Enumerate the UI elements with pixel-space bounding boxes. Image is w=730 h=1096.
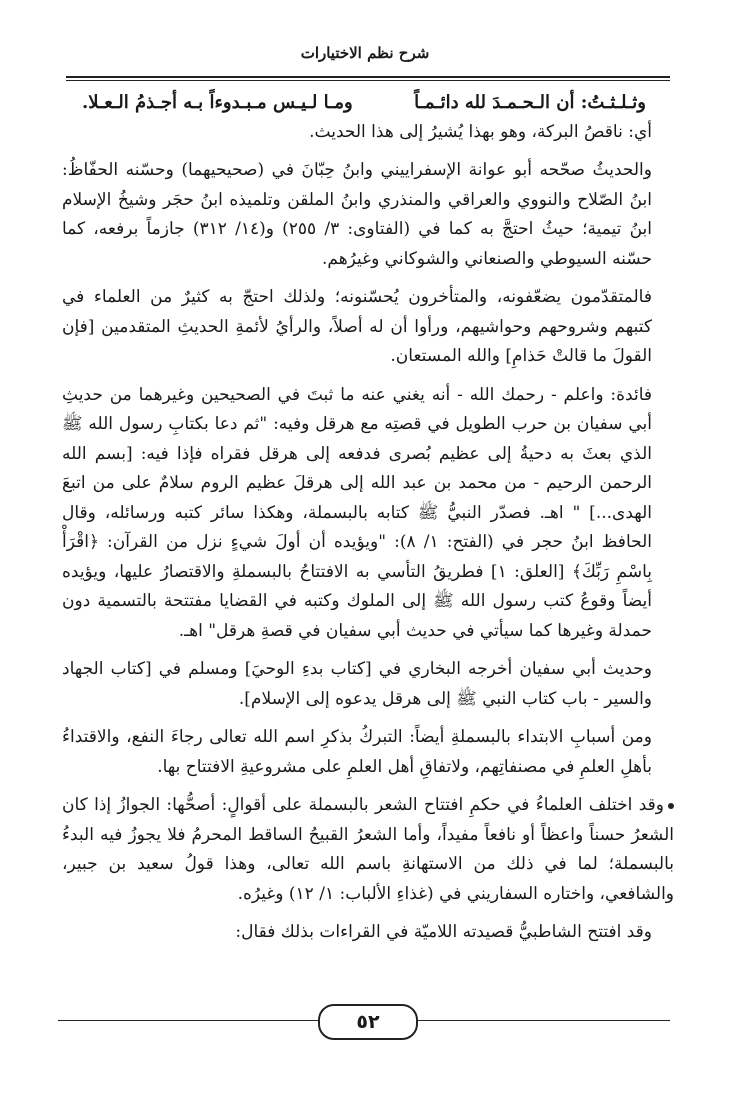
verse-first-hemistich: وثـلـثـتُ: أن الـحـمـدَ لله دائـمـاً: [414, 92, 646, 113]
paragraph-authentication: والحديثُ صحّحه أبو عوانة الإسفراييني وابنُ حِبّانَ في (صحيحيهما) وحسّنه الحفّاظُ: ابنُ الصّلاح والنووي والعراقي والمنذري وابنُ الملقن وتلميذه ابنُ حجَر وشيخُ الإسلام ابنُ تيمية؛ حيثُ احتجَّ به كما في (الفتاوى: ٣/ ٢٥٥) و(١٤/ ٣١٢) جازماً برفعه، كما حسّنه السيوطي والصنعاني والشوكاني وغيرُهم.: [62, 160, 652, 269]
page-number: ٥٢: [318, 1004, 418, 1040]
bullet-icon: [668, 803, 674, 809]
paragraph-explanation: أي: ناقصُ البركة، وهو بهذا يُشيرُ إلى هذا الحديث.: [309, 121, 652, 142]
paragraph-reasons: ومن أسبابِ الابتداء بالبسملةِ أيضاً: التبركُ بذكرِ اسم الله تعالى رجاءَ النفع، والاقتداءُ بأهلِ العلمِ في مصنفاتِهم، ولاتفاقِ أهل العلمِ على مشروعيةِ الافتتاح بها.: [62, 727, 652, 777]
header-rule-thin: [66, 80, 670, 81]
paragraph-poetry-ruling: [62, 791, 674, 909]
header-rule: [66, 76, 670, 78]
paragraph-hadith-source: وحديث أبي سفيان أخرجه البخاري في [كتاب بدءِ الوحيَ] ومسلم في [كتاب الجهاد والسير - باب كتاب النبي ﷺ إلى هرقل يدعوه إلى الإسلام].: [62, 659, 652, 709]
body-text: [62, 88, 674, 957]
paragraph-poetry-ruling-text: وقد اختلف العلماءُ في حكمِ افتتاح الشعر بالبسملة على أقوالٍ: أصحُّها: الجوازُ إذا كان الشعرُ حسناً واعظاً أو نافعاً مفيداً، وأما الشعرُ القبيحُ الساقط المحرمُ فلا يجوزُ فيه البدءُ بالبسملة؛ لما في ذلك من الاستهانةِ باسم الله تعالى، وهذا قولُ سعيد بن جبير، والشافعي، واختاره السفاريني في (غذاءِ الألباب: ١/ ١٢) وغيرُه.: [62, 795, 674, 904]
verse-second-hemistich: ومـا لـيـس مـبـدوءاً بـه أجـذمُ الـعـلا.: [82, 92, 353, 113]
paragraph-benefit: فائدة: واعلم - رحمك الله - أنه يغني عنه ما ثبتَ في الصحيحين وغيرهما من حديثِ أبي سفيان بن حرب الطويل في قصتِه مع هرقل وفيه: "ثم دعا بكتابِ رسول الله ﷺ الذي بعثَ به دحيةُ إلى عظيم بُصرى فدفعه إلى هرقل فقراه فإذا فيه: [بسم الله الرحمن الرحيم - من محمد بن عبد الله إلى هرقلَ عظيم الروم سلامٌ على من اتبعَ الهدى...] " اهـ. فصدّر النبيُّ ﷺ كتابه بالبسملة، وهكذا سائر كتبه ورسائله، وقال الحافظ ابنُ حجر في (الفتح: ١/ ٨): "ويؤيده أن أولَ شيءٍ نزل من القرآن: ﴿اقْرَأْ بِاسْمِ رَبِّكَ﴾ [العلق: ١] فطريقُ التأسي به الافتتاحُ بالبسملةِ والاقتصارُ عليها، ويؤيده أيضاً وقوعُ كتب رسول الله ﷺ إلى الملوك وكتبه في القضايا مفتتحة بالتسمية دون حمدلة وغيرها كما سيأتي في حديث أبي سفيان في قصةِ هرقل" اهـ.: [62, 384, 652, 641]
paragraph-shatibi: وقد افتتح الشاطبيُّ قصيدته اللاميّة في القراءات بذلك فقال:: [235, 922, 652, 942]
paragraph-scholars-view: فالمتقدّمون يضعّفونه، والمتأخرون يُحسّنونه؛ ولذلك احتجّ به كثيرٌ من العلماء في كتبهم وشروحهم وحواشيهم، ورأوا أن له أصلاً، والرأيُ لأئمةِ الحديثِ المتقدمين [فإن القولَ ما قالتْ حَذامِ] والله المستعان.: [62, 287, 653, 366]
verse-line: [62, 88, 674, 118]
running-head: شرح نظم الاختيارات: [300, 44, 430, 62]
